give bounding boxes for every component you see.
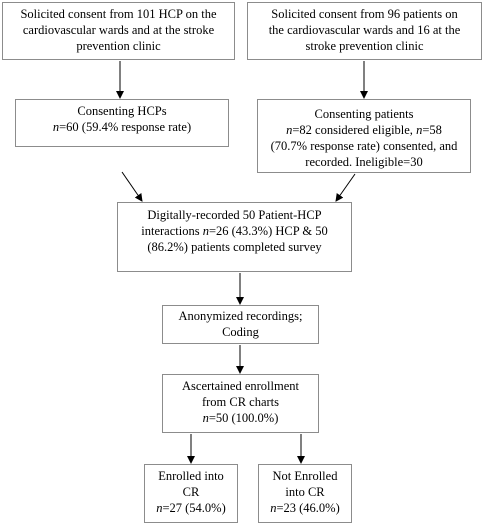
count-text: =26 (43.3%) HCP & 50	[208, 224, 328, 238]
solicited-patients-box	[247, 2, 482, 60]
box-text-line: the cardiovascular wards and 16 at the	[268, 23, 461, 37]
box-title: Consenting HCPs	[77, 104, 167, 118]
n-symbol: n	[286, 123, 293, 137]
box-text-line: Solicited consent from 96 patients on	[271, 7, 458, 21]
box-text-line: cardiovascular wards and at the stroke	[22, 23, 215, 37]
count-text: =82 considered eligible,	[292, 123, 417, 137]
box-text-line: Digitally-recorded 50 Patient-HCP	[147, 208, 322, 222]
box-text-line	[169, 410, 312, 426]
box-title: Consenting patients	[314, 107, 414, 121]
box-text-line: Enrolled into	[158, 469, 224, 483]
count-text: =27 (54.0%)	[162, 501, 226, 515]
box-text-line: (86.2%) patients completed survey	[147, 240, 322, 254]
count-text: =50 (100.0%)	[208, 411, 279, 425]
box-text-line	[124, 223, 345, 239]
box-text-line: stroke prevention clinic	[305, 39, 424, 53]
box-text-line: CR	[182, 485, 200, 499]
n-symbol: n	[270, 501, 277, 515]
count-text: interactions	[141, 224, 203, 238]
enrolled-into-cr-box	[144, 464, 238, 523]
arrow-consenting-hcps-to-recorded	[122, 172, 142, 201]
recorded-interactions-box	[117, 202, 352, 272]
box-text-line	[265, 500, 345, 516]
solicited-hcp-box	[2, 2, 235, 60]
count-text: =60 (59.4% response rate)	[59, 120, 192, 134]
n-symbol: n	[156, 501, 163, 515]
box-text-line: into CR	[285, 485, 325, 499]
n-symbol: n	[202, 411, 209, 425]
box-text-line: Not Enrolled	[272, 469, 338, 483]
n-symbol: n	[416, 123, 423, 137]
box-text-line: Anonymized recordings;	[178, 309, 303, 323]
n-symbol: n	[52, 120, 60, 134]
n-symbol: n	[202, 224, 209, 238]
consenting-patients-box	[257, 99, 471, 173]
ascertained-enrollment-box	[162, 374, 319, 433]
box-text-line: prevention clinic	[76, 39, 161, 53]
box-text-line: (70.7% response rate) consented, and	[270, 139, 458, 153]
count-text: =58	[422, 123, 442, 137]
box-text-line	[264, 122, 464, 138]
not-enrolled-into-cr-box	[258, 464, 352, 523]
box-text-line	[22, 119, 222, 135]
box-text-line: Coding	[222, 325, 259, 339]
box-text-line: Ascertained enrollment	[182, 379, 299, 393]
anonymized-recordings-box	[162, 305, 319, 344]
count-text: =23 (46.0%)	[276, 501, 340, 515]
box-text-line: recorded. Ineligible=30	[305, 155, 423, 169]
box-text-line	[151, 500, 231, 516]
consenting-hcps-box	[15, 99, 229, 147]
box-text-line: Solicited consent from 101 HCP on the	[20, 7, 217, 21]
arrow-consenting-patients-to-recorded	[336, 174, 355, 201]
box-text-line: from CR charts	[201, 395, 280, 409]
